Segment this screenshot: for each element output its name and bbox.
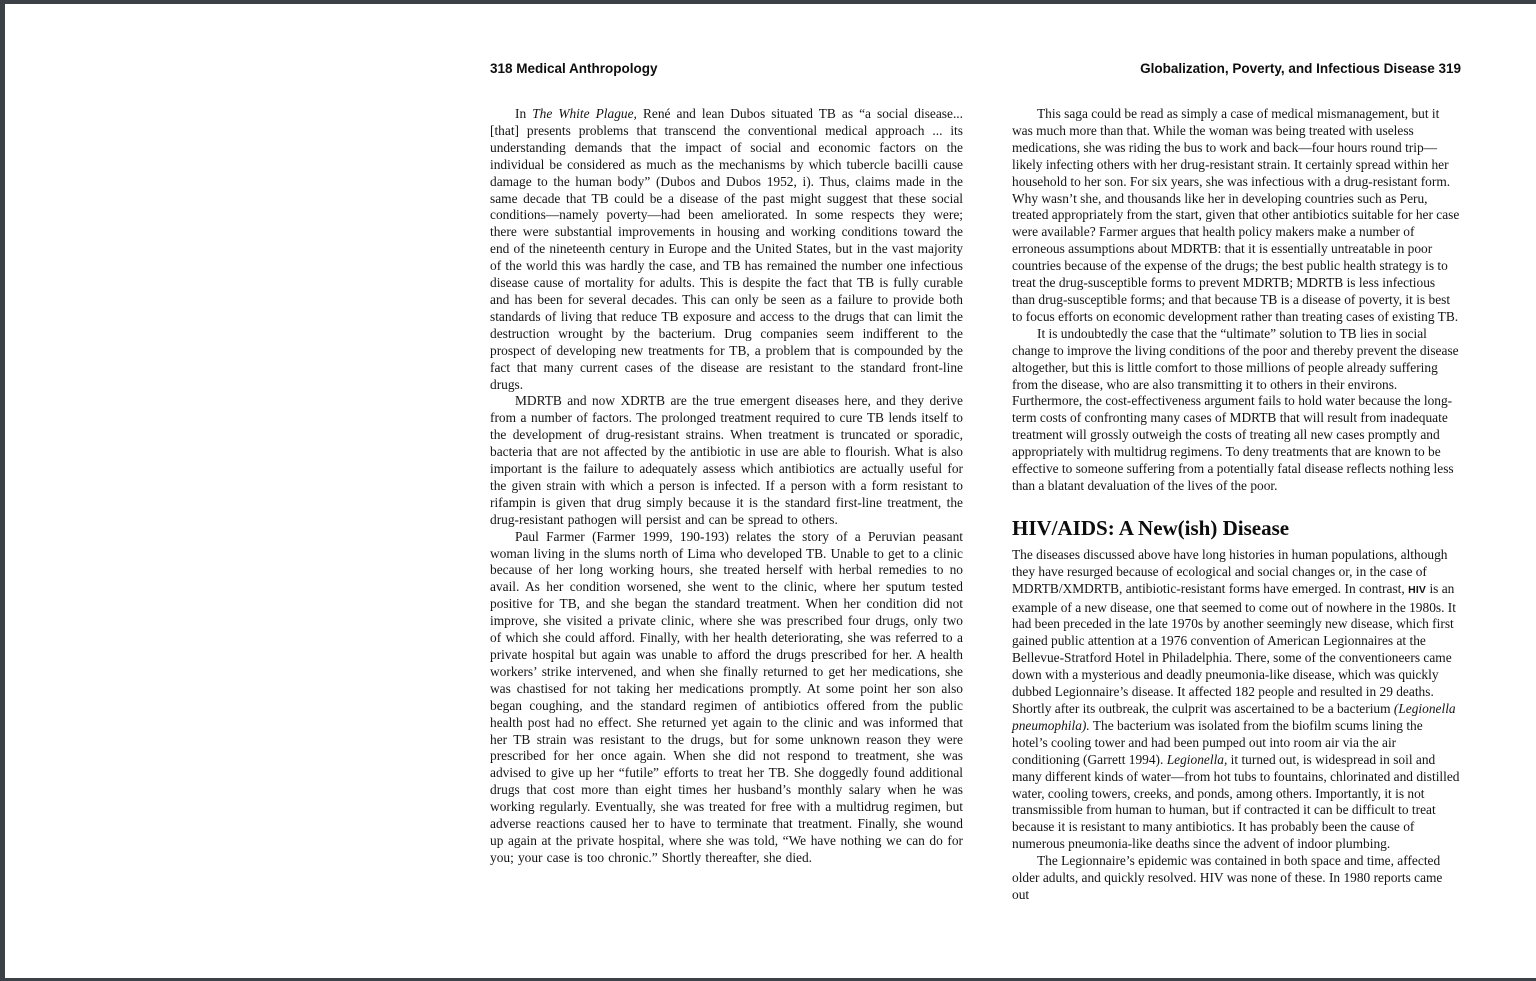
body-text: The Legionnaire’s epidemic was contained in both space and time, affected older adults, and quickly resolved. HIV was none of these. In 1980 reports came out: [1012, 853, 1443, 902]
body-text: MDRTB and now XDRTB are the true emergent diseases here, and they derive from a number of factors. The prolonged treatment required to cure TB lends itself to the development of drug-resistant strains. When treatment is truncated or sporadic, bacteria that are not affected by the antibiotic in use are able to flourish. What is also important is the failure to adequately assess which antibiotics are actually useful for the given strain with which a person is infected. If a person with a form resistant to rifampin is given that drug simply because it is the standard first-line treatment, the drug-resistant pathogen will persist and can be spread to others.: [490, 393, 963, 527]
body-text: The diseases discussed above have long histories in human populations, although they have resurged because of ecological and social changes or, in the case of MDRTB/XMDRTB, antibiotic-resistant forms have emerged. In contrast,: [1012, 546, 1448, 596]
section-heading-hiv-aids: HIV/AIDS: A New(ish) Disease: [1012, 515, 1290, 540]
paragraph: [1012, 326, 1461, 495]
italic-text: The White Plague,: [532, 106, 637, 121]
book-spread: [5, 4, 1536, 978]
page-319: [1012, 62, 1461, 904]
running-head-right: Globalization, Poverty, and Infectious Disease 319: [1140, 61, 1461, 76]
body-text: This saga could be read as simply a case of medical mismanagement, but it was much more than that. While the woman was being treated with useless medications, she was riding the bus to work and back—four hours round trip—likely infecting others with her drug-resistant strain. It certainly spread within her household to her son. For six years, she was infectious with a drug-resistant form. Why wasn’t she, and thousands like her in developing countries such as Peru, treated appropriately from the start, given that other antibiotics suitable for her case were available? Farmer argues that health policy makers make a number of erroneous assumptions about MDRTB: that it is essentially untreatable in poor countries because of the expense of the drugs; the best public health strategy is to treat the drug-susceptible forms to prevent MDRTB; MDRTB is less infectious than drug-susceptible forms; and that because TB is a disease of poverty, it is best to focus efforts on economic development rather than treating cases of existing TB.: [1012, 106, 1460, 324]
small-caps-text: HIV: [1408, 584, 1427, 596]
italic-text: (Legionella pneumophila).: [1012, 701, 1456, 733]
body-text: is an example of a new disease, one that seemed to come out of nowhere in the 1980s. It had been preceded in the late 1970s by another seemingly new disease, which first gained public attention at a 1976 convention of American Legionnaires at the Bellevue-Stratford Hotel in Philadelphia. There, some of the conventioneers came down with a mysterious and deadly pneumonia-like disease, which was quickly dubbed Legionnaire’s disease. It affected 182 people and resulted in 29 deaths. Shortly after its outbreak, the culprit was ascertained to be a bacterium: [1012, 580, 1456, 716]
page-319-body-top: [1012, 106, 1461, 495]
page-318-body: [490, 106, 963, 867]
page-319-body-bottom: [1012, 547, 1461, 904]
page-318: [490, 62, 963, 867]
body-text: Paul Farmer (Farmer 1999, 190-193) relates the story of a Peruvian peasant woman living in the slums north of Lima who developed TB. Unable to get to a clinic because of her long working hours, she treated herself with herbal remedies to no avail. As her condition worsened, she went to the clinic, where her sputum tested positive for TB, and she began the standard treatment. When her condition did not improve, she visited a private clinic, where she was prescribed four drugs, only two of which she could afford. Finally, with her health deteriorating, she was referred to a private hospital but again was unable to afford the drugs prescribed for her. A health workers’ strike intervened, and when she finally returned to get her medications, she was chastised for not taking her medications promptly. At some point her son also began coughing, and the standard regimen of antibiotics offered from the public health post had no effect. She returned yet again to the clinic and was informed that her TB strain was resistant to the drugs, but for some unknown reason they were prescribed for her once again. When she did not respond to treatment, she was advised to give up her “futile” efforts to treat her TB. She doggedly found additional drugs that cost more than eight times her husband’s monthly salary when he was working regularly. Eventually, she was treated for free with a multidrug regimen, but adverse reactions caused her to have to terminate that treatment. Finally, she wound up again at the private hospital, where she was told, “We have nothing we can do for you; your case is too chronic.” Shortly thereafter, she died.: [490, 528, 963, 865]
paragraph: [1012, 547, 1461, 853]
body-text: René and lean Dubos situated TB as “a social disease... [that] presents problems that transcend the conventional medical approach ... its understanding demands that the impact of social and economic factors on the individual be considered as much as the mechanisms by which tubercle bacilli cause damage to the human body” (Dubos and Dubos 1952, i). Thus, claims made in the same decade that TB could be a disease of the past might suggest that these social conditions—namely poverty—had been ameliorated. In some respects they were; there were substantial improvements in housing and working conditions toward the end of the nineteenth century in Europe and the United States, but in the vast majority of the world this was hardly the case, and TB has remained the number one infectious disease cause of mortality for adults. This is despite the fact that TB is fully curable and has been for several decades. This can only be seen as a failure to provide both standards of living that reduce TB exposure and access to the drugs that can limit the destruction wrought by the bacterium. Drug companies seem indifferent to the prospect of developing new treatments for TB, a problem that is compounded by the fact that many current cases of the disease are resistant to the standard front-line drugs.: [490, 106, 963, 392]
paragraph: [490, 529, 963, 867]
paragraph: [490, 393, 963, 528]
paragraph: [1012, 106, 1461, 326]
body-text: it turned out, is widespread in soil and many different kinds of water—from hot tubs to fountains, chlorinated and distilled water, cooling towers, creeks, and ponds, among others. Importantly, it is not transmissible from human to human, but if contracted it can be difficult to treat because it is resistant to many antibiotics. It has probably been the cause of numerous pneumonia-like deaths since the advent of indoor plumbing.: [1012, 751, 1460, 852]
paragraph: [490, 106, 963, 393]
body-text: The bacterium was isolated from the biofilm scums lining the hotel’s cooling tower and had been pumped out into room air via the air conditioning (Garrett 1994).: [1012, 717, 1423, 767]
body-text: In: [515, 106, 533, 121]
italic-text: Legionella,: [1166, 751, 1228, 767]
running-head-left: 318 Medical Anthropology: [490, 61, 658, 76]
paragraph: [1012, 853, 1461, 904]
body-text: It is undoubtedly the case that the “ultimate” solution to TB lies in social change to improve the living conditions of the poor and thereby prevent the disease altogether, but this is little comfort to those millions of people already suffering from the disease, who are also transmitting it to others in their environs. Furthermore, the cost-effectiveness argument fails to hold water because the long-term costs of confronting many cases of MDRTB that will result from inadequate treatment will grossly outweigh the costs of treating all new cases promptly and appropriately with multidrug regimens. To deny treatments that are known to be effective to someone suffering from a potentially fatal disease reflects nothing less than a blatant devaluation of the lives of the poor.: [1012, 325, 1459, 493]
